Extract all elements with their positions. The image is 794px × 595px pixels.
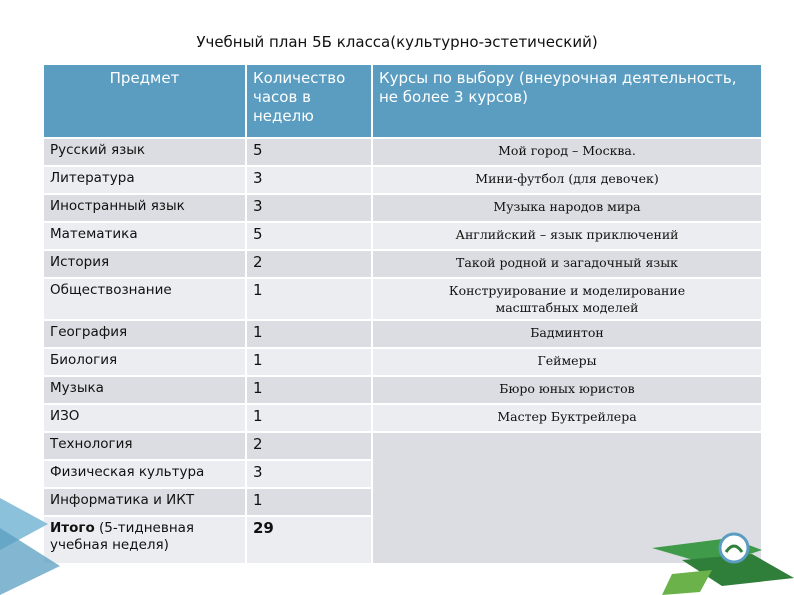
hours-cell: 1 (246, 488, 372, 516)
course-cell: Бюро юных юристов (372, 376, 762, 404)
hours-cell: 2 (246, 432, 372, 460)
subject-cell: Информатика и ИКТ (44, 488, 246, 516)
table-row (44, 376, 762, 404)
hours-cell: 1 (246, 404, 372, 432)
table-row (44, 222, 762, 250)
subject-cell: Русский язык (44, 138, 246, 166)
table-row (44, 432, 762, 460)
course-cell: Мини-футбол (для девочек) (372, 166, 762, 194)
hours-cell: 1 (246, 376, 372, 404)
page-title: Учебный план 5Б класса(культурно-эстетический) (196, 33, 598, 51)
subject-cell: Литература (44, 166, 246, 194)
course-cell: Геймеры (372, 348, 762, 376)
subject-cell: Обществознание (44, 278, 246, 320)
course-cell: Конструирование и моделирование масштабных моделей (372, 278, 762, 320)
table-row (44, 320, 762, 348)
table-row (44, 404, 762, 432)
subject-cell: Музыка (44, 376, 246, 404)
hours-cell: 1 (246, 348, 372, 376)
subject-cell: Технология (44, 432, 246, 460)
table-row (44, 278, 762, 320)
table-header-row (44, 65, 762, 138)
course-cell: Мой город – Москва. (372, 138, 762, 166)
total-label-rest: (5-тидневная учебная неделя) (50, 520, 195, 553)
decorative-arrow-graphic (0, 488, 60, 595)
subject-cell: Математика (44, 222, 246, 250)
hours-cell: 5 (246, 138, 372, 166)
hours-cell: 3 (246, 460, 372, 488)
course-cell: Музыка народов мира (372, 194, 762, 222)
table-body (44, 138, 762, 563)
hours-cell: 3 (246, 166, 372, 194)
hours-cell: 2 (246, 250, 372, 278)
hours-cell: 1 (246, 320, 372, 348)
school-logo-icon (652, 530, 794, 595)
table-row (44, 250, 762, 278)
course-cell: Английский – язык приключений (372, 222, 762, 250)
subject-cell: География (44, 320, 246, 348)
hours-cell: 3 (246, 194, 372, 222)
total-label-cell (44, 516, 246, 563)
hours-cell: 1 (246, 278, 372, 320)
curriculum-table (44, 65, 763, 563)
subject-cell: Биология (44, 348, 246, 376)
subject-cell: История (44, 250, 246, 278)
table-row (44, 348, 762, 376)
subject-cell: ИЗО (44, 404, 246, 432)
header-courses: Курсы по выбору (внеурочная деятельность, не более 3 курсов) (372, 65, 762, 138)
total-hours-cell: 29 (246, 516, 372, 563)
table-row (44, 138, 762, 166)
subject-cell: Физическая культура (44, 460, 246, 488)
hours-cell: 5 (246, 222, 372, 250)
table-row (44, 166, 762, 194)
table-row (44, 194, 762, 222)
course-cell: Такой родной и загадочный язык (372, 250, 762, 278)
total-label-bold: Итого (50, 520, 95, 536)
subject-cell: Иностранный язык (44, 194, 246, 222)
header-hours: Количество часов в неделю (246, 65, 372, 138)
course-cell: Мастер Буктрейлера (372, 404, 762, 432)
header-subject: Предмет (44, 65, 246, 138)
course-cell: Бадминтон (372, 320, 762, 348)
